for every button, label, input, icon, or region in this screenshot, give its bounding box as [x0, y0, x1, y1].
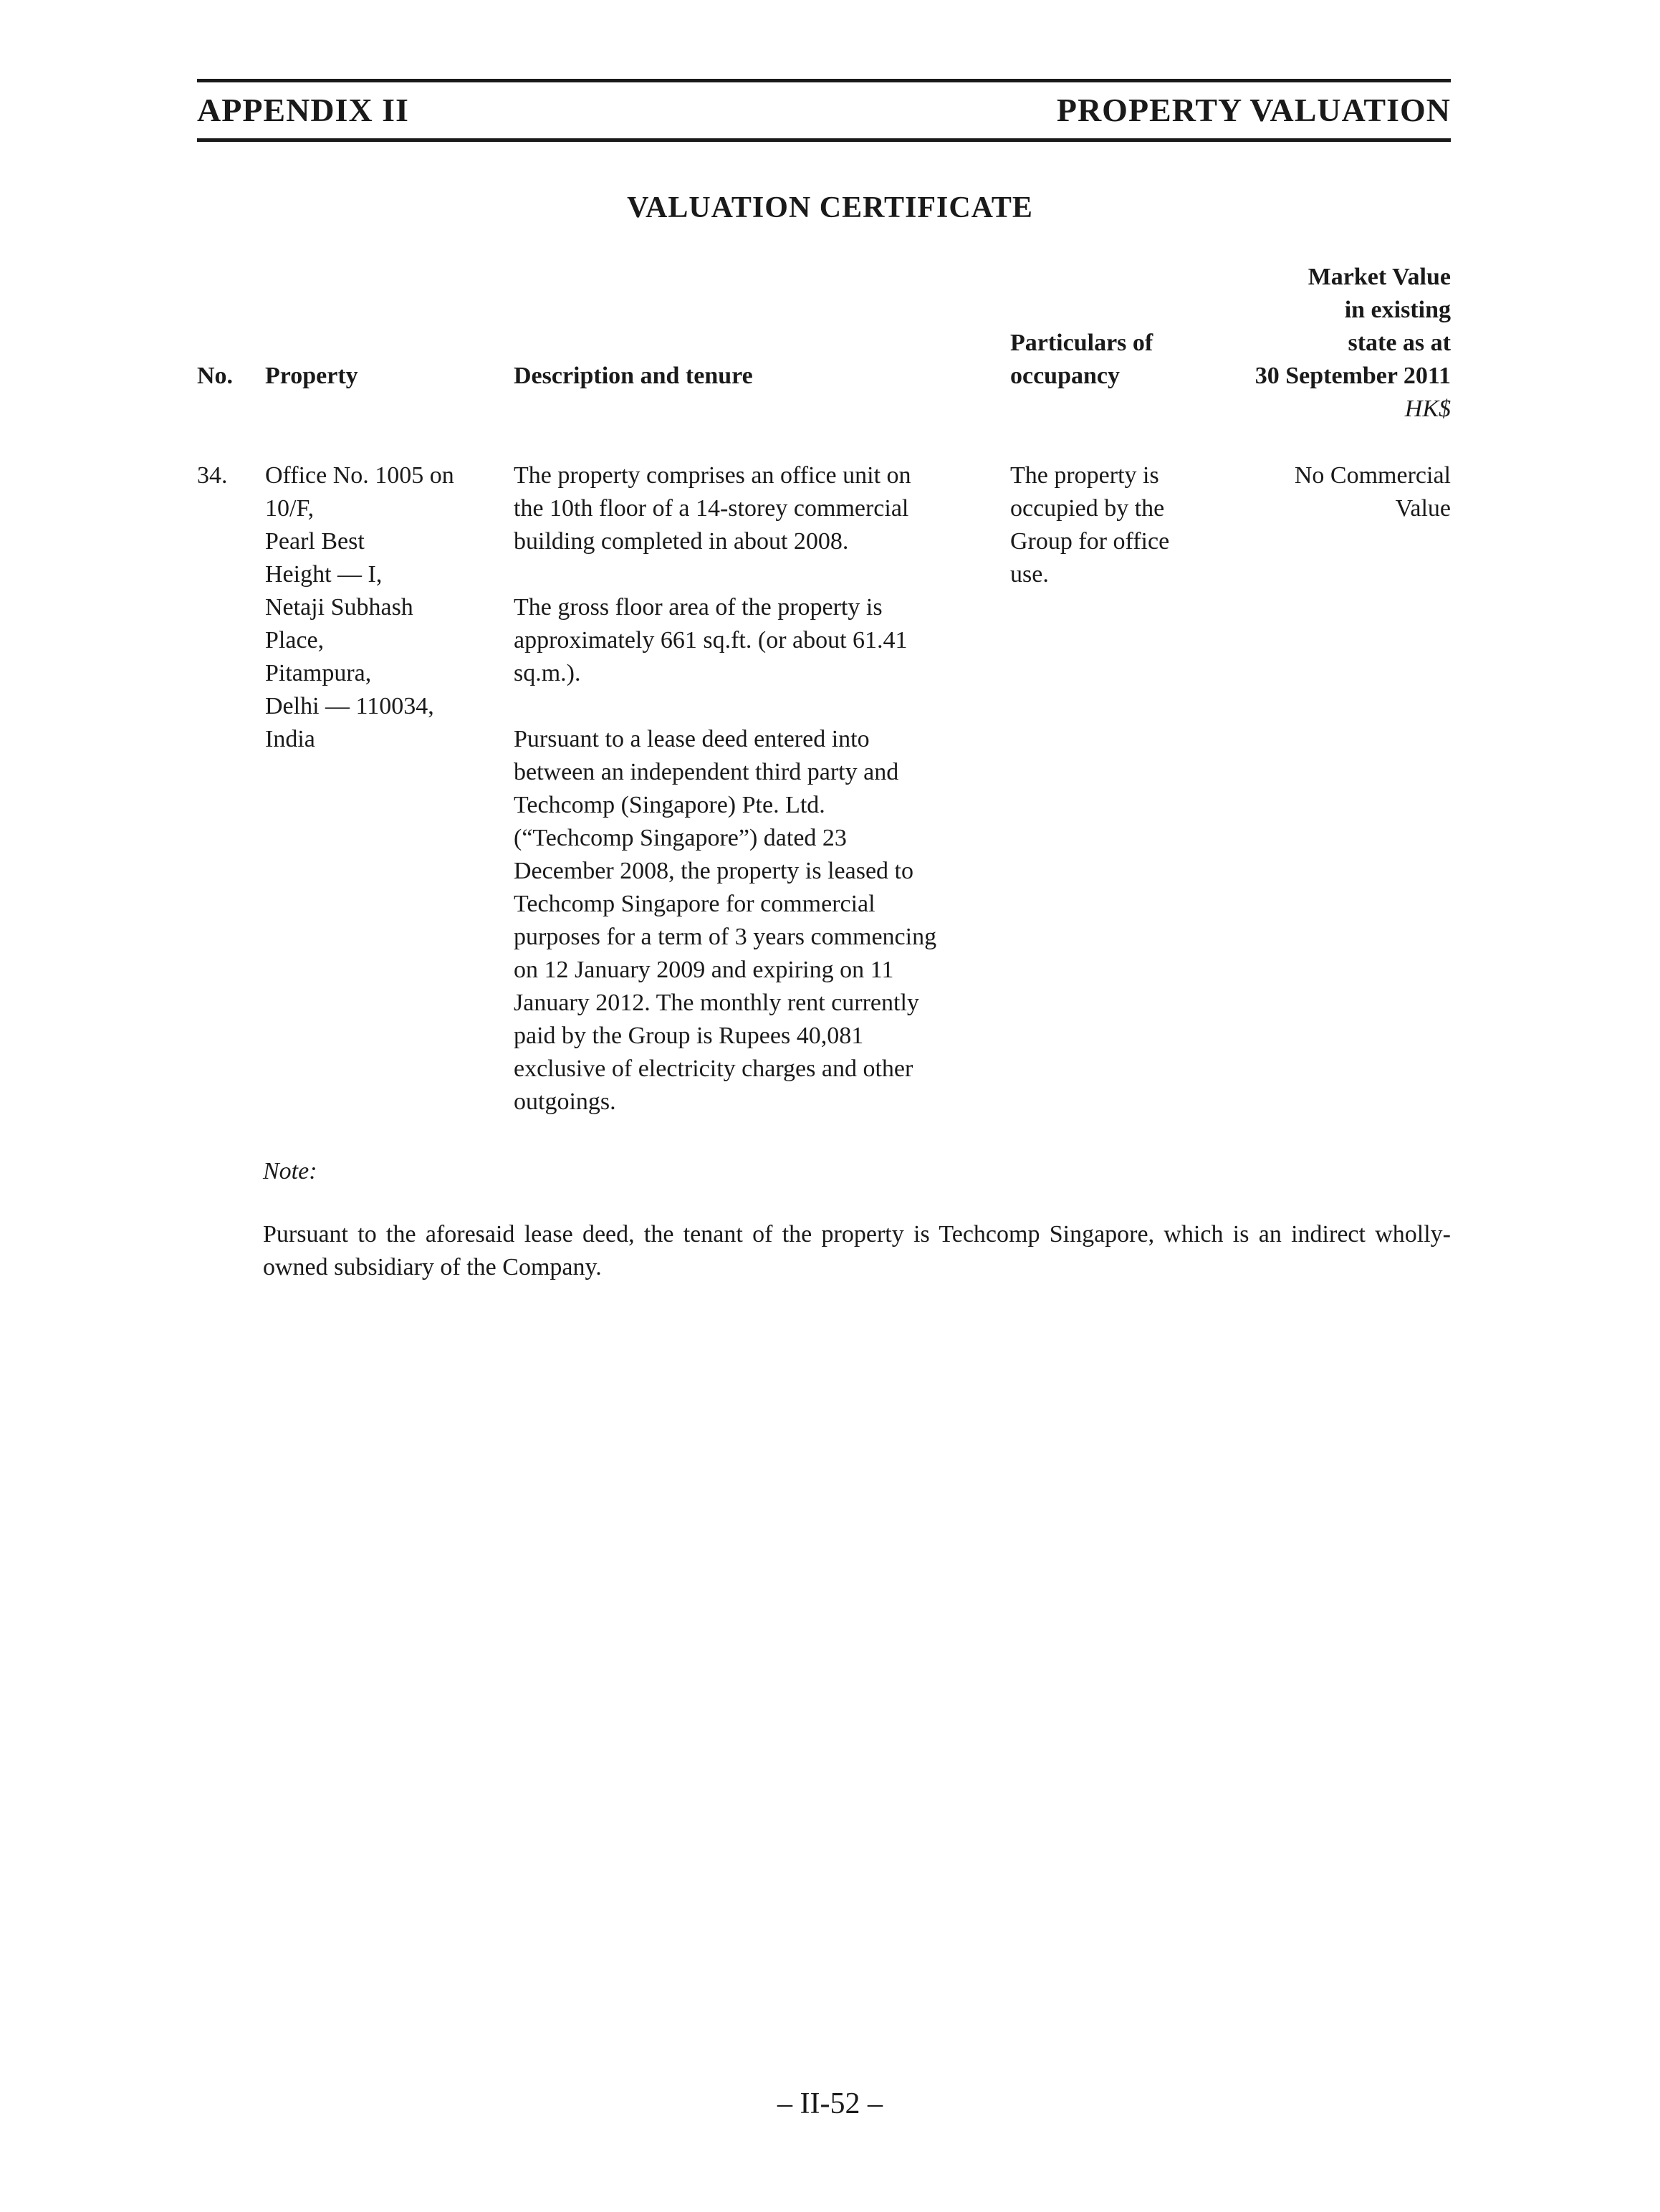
- description-line: sq.m.).: [514, 660, 581, 686]
- property-line: Place,: [265, 627, 325, 653]
- row-number: 34.: [197, 462, 228, 489]
- occupancy-line: occupied by the: [1010, 495, 1165, 522]
- description-line: The property comprises an office unit on: [514, 462, 911, 489]
- property-line: Office No. 1005 on: [265, 462, 454, 489]
- header-value-line: 30 September 2011: [1254, 363, 1451, 389]
- appendix-label: APPENDIX II: [197, 92, 409, 128]
- property-line: India: [265, 726, 315, 752]
- description-line: paid by the Group is Rupees 40,081: [514, 1023, 864, 1049]
- property-line: Delhi — 110034,: [265, 693, 434, 719]
- description-paragraph: [514, 723, 994, 1119]
- property-line: 10/F,: [265, 495, 315, 522]
- description-line: Techcomp Singapore for commercial: [514, 891, 875, 917]
- row-description: [514, 459, 994, 1119]
- description-line: approximately 661 sq.ft. (or about 61.41: [514, 627, 908, 653]
- occupancy-line: use.: [1010, 561, 1049, 588]
- description-paragraph: [514, 591, 994, 690]
- description-line: (“Techcomp Singapore”) dated 23: [514, 825, 847, 851]
- property-line: Pearl Best: [265, 528, 365, 555]
- header-market-value: [1150, 261, 1451, 426]
- header-value-line: state as at: [1348, 330, 1451, 356]
- header-no: No.: [197, 363, 234, 389]
- description-line: exclusive of electricity charges and other: [514, 1055, 913, 1082]
- occupancy-line: Group for office: [1010, 528, 1170, 555]
- description-line: Techcomp (Singapore) Pte. Ltd.: [514, 792, 825, 818]
- description-line: purposes for a term of 3 years commencing: [514, 924, 937, 950]
- header-value-line: in existing: [1344, 297, 1451, 323]
- page-title: VALUATION CERTIFICATE: [627, 191, 1033, 224]
- value-line: No Commercial: [1294, 462, 1451, 489]
- header-occupancy-line: Particulars of: [1010, 330, 1153, 356]
- description-line: December 2008, the property is leased to: [514, 858, 913, 884]
- description-line: January 2012. The monthly rent currently: [514, 990, 919, 1016]
- value-line: Value: [1395, 495, 1451, 522]
- description-paragraph: [514, 459, 994, 558]
- property-line: Height — I,: [265, 561, 383, 588]
- note-text: Pursuant to the aforesaid lease deed, the tenant of the property is Techcomp Singapore, which is an indirect wholly-owned subsidiary of the Company.: [263, 1221, 1451, 1280]
- property-line: Pitampura,: [265, 660, 372, 686]
- header-value-line: Market Value: [1308, 264, 1451, 290]
- property-line: Netaji Subhash: [265, 594, 413, 621]
- header-occupancy-line: occupancy: [1010, 363, 1120, 389]
- occupancy-line: The property is: [1010, 462, 1159, 489]
- header-top-rule: [197, 79, 1451, 82]
- description-line: on 12 January 2009 and expiring on 11: [514, 957, 894, 983]
- page-number: – II-52 –: [777, 2087, 883, 2120]
- description-line: outgoings.: [514, 1088, 616, 1115]
- description-line: the 10th floor of a 14-storey commercial: [514, 495, 909, 522]
- section-label: PROPERTY VALUATION: [1056, 92, 1451, 128]
- description-line: between an independent third party and: [514, 759, 899, 785]
- description-line: The gross floor area of the property is: [514, 594, 883, 621]
- header-value-unit: HK$: [1404, 396, 1451, 422]
- description-line: building completed in about 2008.: [514, 528, 849, 555]
- header-bottom-rule: [197, 138, 1451, 142]
- header-description: Description and tenure: [514, 363, 753, 389]
- header-property: Property: [265, 363, 358, 389]
- row-market-value: [1150, 459, 1451, 525]
- row-property: [265, 459, 502, 756]
- note-label: Note:: [263, 1158, 317, 1184]
- description-line: Pursuant to a lease deed entered into: [514, 726, 870, 752]
